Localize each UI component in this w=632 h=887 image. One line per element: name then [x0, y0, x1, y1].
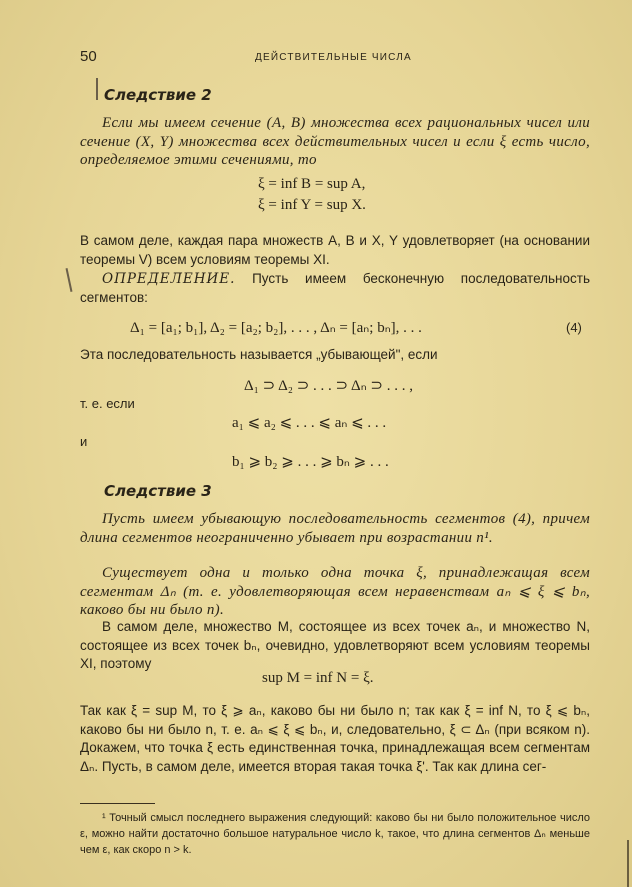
definition-paragraph	[80, 270, 590, 307]
corollary-3-proof-1: В самом деле, множество M, состоящее из всех точек aₙ, и множество N, состоящее из всех точек bₙ, очевидно, удовлетворяют всем условиям теоремы XI, поэтому	[80, 619, 590, 671]
formula-sup-inf: sup M = inf N = ξ.	[262, 670, 374, 686]
footnote-rule	[80, 803, 155, 804]
corollary-3-statement-1: Пусть имеем убывающую последовательность сегментов (4), причем длина сегментов неограниченно убывает при возрастании n¹.	[80, 511, 590, 546]
corollary-3-proof-2: Так как ξ = sup M, то ξ ⩾ aₙ, каково бы ни было n; так как ξ = inf N, то ξ ⩽ bₙ, каково бы ни было n, т. е. aₙ ⩽ ξ ⩽ bₙ, и, следовательно, ξ ⊂ Δₙ (при всяком n). Докажем, что точка ξ есть единственная точка, принадлежащая всем сегментам Δₙ. Пусть, в самом деле, имеется вторая такая точка ξ'. Так как длина сег-	[80, 703, 590, 774]
scan-edge	[627, 840, 629, 887]
corollary-3-statement-2: Существует одна и только одна точка ξ, принадлежащая всем сегментам Δₙ (т. е. удовлетворяющая всем неравенствам aₙ ⩽ ξ ⩽ bₙ, каково бы ни было n).	[80, 565, 590, 618]
formula-xi-inf-b: ξ = inf B = sup A,	[258, 176, 366, 192]
running-title: ДЕЙСТВИТЕЛЬНЫЕ ЧИСЛА	[255, 52, 412, 63]
ie-label: т. е. если	[80, 396, 135, 411]
margin-mark	[66, 268, 73, 292]
definition-text: Пусть имеем бесконечную последовательность сегментов:	[80, 271, 590, 305]
equation-number: (4)	[566, 320, 582, 335]
footnote: ¹ Точный смысл последнего выражения следующий: каково бы ни было положительное число ε, можно найти достаточно большое натуральное число k, такое, что длина сегментов Δₙ меньше чем ε, как скоро n > k.	[80, 812, 590, 856]
decreasing-definition: Эта последовательность называется „убывающей", если	[80, 347, 438, 362]
formula-a-increasing: a₁ ⩽ a₂ ⩽ . . . ⩽ aₙ ⩽ . . .	[232, 415, 387, 431]
page-number: 50	[80, 48, 97, 65]
definition-label: ОПРЕДЕЛЕНИЕ.	[102, 271, 236, 287]
corollary-2-proof: В самом деле, каждая пара множеств A, B и X, Y удовлетворяет (на основании теоремы V) всем условиям теоремы XI.	[80, 233, 590, 267]
formula-nested: Δ₁ ⊃ Δ₂ ⊃ . . . ⊃ Δₙ ⊃ . . . ,	[244, 378, 413, 394]
formula-segments: Δ₁ = [a₁; b₁], Δ₂ = [a₂; b₂], . . . , Δₙ = [aₙ; bₙ], . . .	[130, 320, 422, 336]
corollary-3-title: Следствие 3	[104, 482, 212, 500]
formula-b-decreasing: b₁ ⩾ b₂ ⩾ . . . ⩾ bₙ ⩾ . . .	[232, 454, 389, 470]
margin-mark	[96, 78, 98, 100]
formula-xi-inf-y: ξ = inf Y = sup X.	[258, 197, 366, 213]
corollary-2-statement: Если мы имеем сечение (A, B) множества всех рациональных чисел или сечение (X, Y) множества всех действительных чисел и если ξ есть число, определяемое этими сечениями, то	[80, 115, 590, 168]
and-label: и	[80, 434, 88, 449]
corollary-2-title: Следствие 2	[104, 86, 212, 104]
